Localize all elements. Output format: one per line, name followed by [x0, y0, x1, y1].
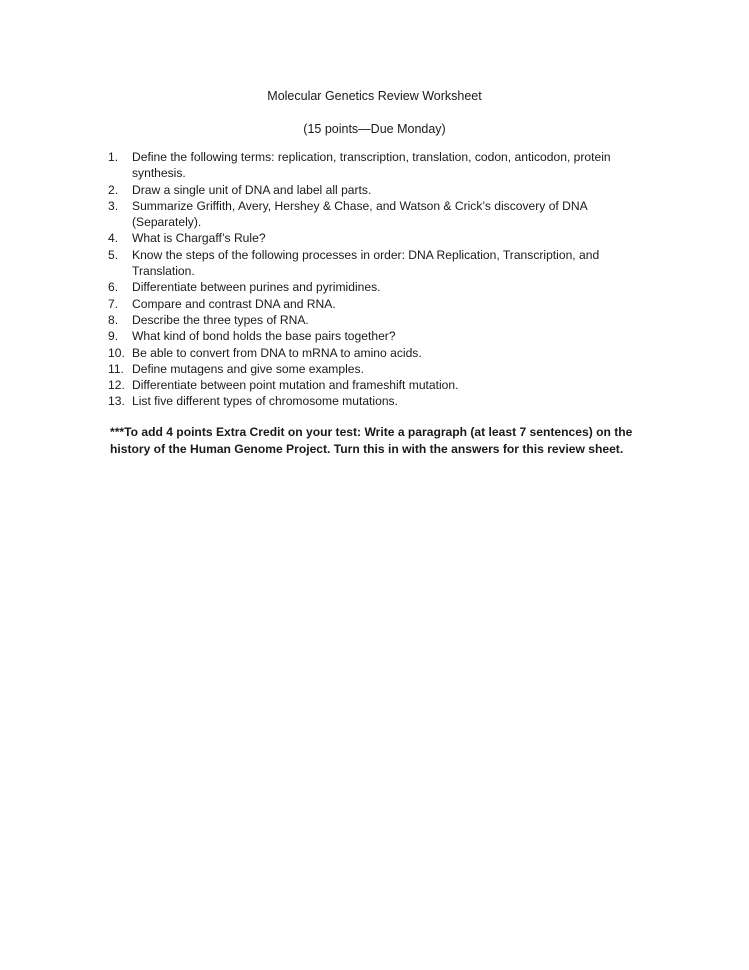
question-text: Differentiate between point mutation and frameshift mutation.: [132, 378, 459, 393]
question-item: [108, 345, 648, 361]
question-item: [108, 182, 648, 198]
question-text: Differentiate between purines and pyrimidines.: [132, 280, 381, 295]
question-text: Draw a single unit of DNA and label all parts.: [132, 182, 372, 197]
question-number: 11.: [108, 361, 124, 376]
question-item: [108, 393, 648, 409]
question-number: 13.: [108, 394, 125, 409]
question-text: Know the steps of the following processes in order: DNA Replication, Transcription, and Translation.: [132, 247, 600, 279]
question-text: Describe the three types of RNA.: [132, 312, 309, 327]
question-item: [108, 149, 648, 182]
question-text: Summarize Griffith, Avery, Hershey & Chase, and Watson & Crick’s discovery of DNA (Separately).: [132, 198, 588, 230]
question-item: [108, 198, 648, 231]
question-number: 7.: [108, 296, 119, 311]
question-number: 3.: [108, 198, 119, 213]
question-item: [108, 279, 648, 295]
question-text: Compare and contrast DNA and RNA.: [132, 296, 336, 311]
question-list: [108, 149, 648, 410]
question-text: Be able to convert from DNA to mRNA to amino acids.: [132, 345, 422, 360]
question-item: [108, 377, 648, 393]
question-item: [108, 230, 648, 246]
question-item: [108, 296, 648, 312]
question-text: List five different types of chromosome mutations.: [132, 394, 398, 409]
extra-credit-note: ***To add 4 points Extra Credit on your test: Write a paragraph (at least 7 sentences) on the history of the Human Genome Project. Turn this in with the answers for this review sheet.: [110, 425, 633, 456]
question-number: 12.: [108, 378, 125, 393]
question-item: [108, 328, 648, 344]
question-item: [108, 247, 648, 280]
question-number: 5.: [108, 247, 119, 262]
question-number: 1.: [108, 150, 119, 164]
question-item: [108, 361, 648, 377]
question-text: Define the following terms: replication, transcription, translation, codon, anticodon, protein synthesis.: [132, 150, 611, 181]
question-number: 10.: [108, 345, 125, 360]
question-number: 9.: [108, 329, 119, 344]
question-text: Define mutagens and give some examples.: [132, 361, 364, 376]
question-number: 2.: [108, 182, 119, 197]
page-title: Molecular Genetics Review Worksheet: [267, 89, 482, 103]
question-text: What kind of bond holds the base pairs together?: [132, 329, 396, 344]
page-subtitle: (15 points—Due Monday): [303, 122, 446, 136]
question-number: 6.: [108, 280, 119, 295]
question-number: 8.: [108, 312, 119, 327]
question-item: [108, 312, 648, 328]
question-text: What is Chargaff’s Rule?: [132, 231, 266, 246]
question-number: 4.: [108, 231, 119, 246]
